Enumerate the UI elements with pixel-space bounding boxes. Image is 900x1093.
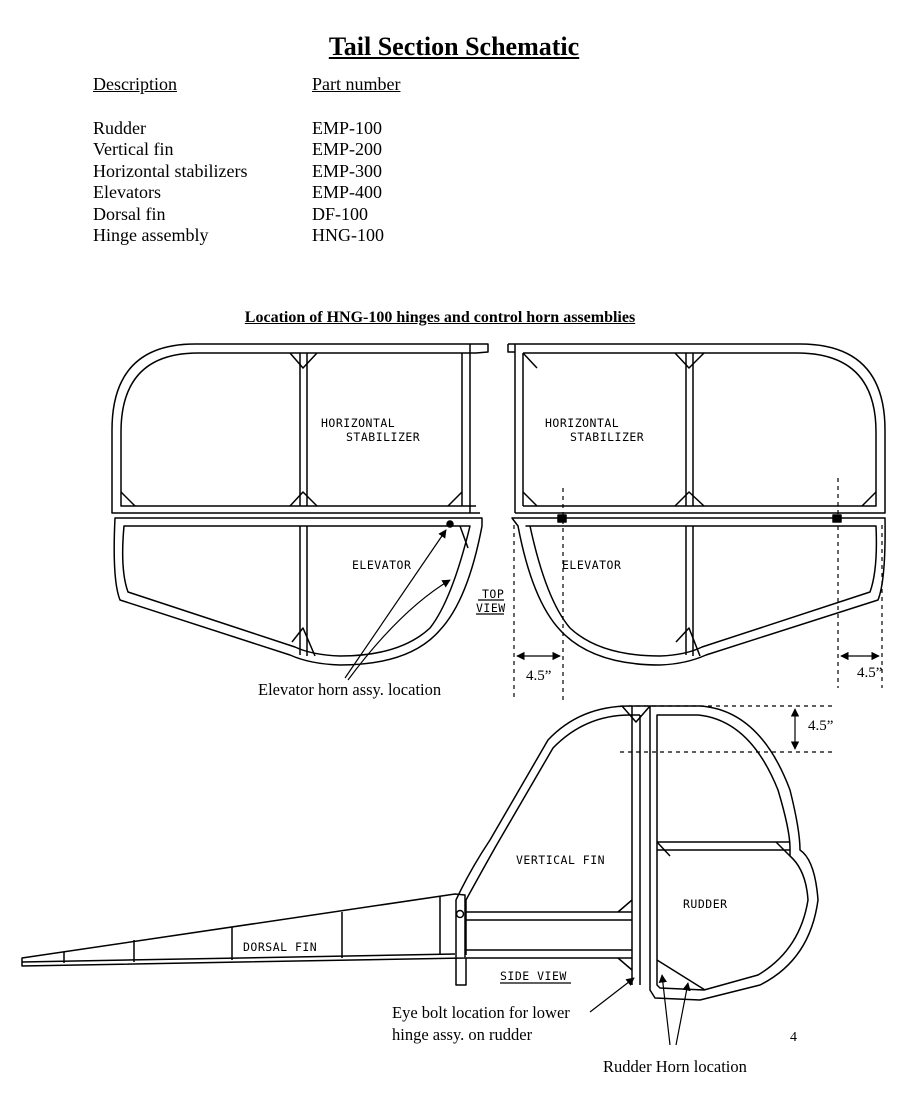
part-number: EMP-100	[312, 118, 383, 138]
right-elevator	[512, 515, 885, 665]
part-description: Elevators	[93, 182, 161, 203]
part-description: Hinge assembly	[93, 224, 209, 245]
left-elevator	[114, 518, 482, 665]
part-number-column-header: Part number	[312, 74, 401, 94]
part-description: Dorsal fin	[93, 203, 166, 224]
elevator-left-hinge-dimension: 4.5”	[526, 668, 552, 684]
hstab-left-label-2: STABILIZER	[346, 430, 421, 444]
part-description: Horizontal stabilizers	[93, 160, 248, 181]
elevator-horn-callout: Elevator horn assy. location	[258, 680, 442, 699]
part-number: EMP-300	[312, 160, 383, 181]
dorsal-fin	[22, 894, 465, 966]
rudder-top-hinge-dimension: 4.5”	[808, 718, 834, 734]
top-view-label-1: TOP	[482, 587, 505, 601]
rudder-horn-callout: Rudder Horn location	[603, 1057, 747, 1076]
part-description: Rudder	[93, 118, 146, 138]
vertical-fin	[456, 706, 650, 985]
part-number: DF-100	[312, 203, 369, 224]
top-view-label-2: VIEW	[476, 601, 506, 615]
hstab-right-label-1: HORIZONTAL	[545, 416, 620, 430]
elevator-right-label: ELEVATOR	[562, 558, 622, 572]
elevator-left-label: ELEVATOR	[352, 558, 412, 572]
eye-bolt-callout-line-1: Eye bolt location for lower	[392, 1003, 570, 1022]
elevator-right-hinge-dimension: 4.5”	[857, 665, 883, 681]
part-description: Vertical fin	[93, 139, 174, 160]
vertical-fin-label: VERTICAL FIN	[516, 853, 606, 867]
part-number: EMP-200	[312, 139, 383, 160]
diagram-subtitle: Location of HNG-100 hinges and control horn assemblies	[244, 309, 636, 326]
hstab-left-label-1: HORIZONTAL	[321, 416, 396, 430]
rudder	[648, 706, 818, 1000]
eye-bolt-callout-line-2: hinge assy. on rudder	[392, 1025, 533, 1044]
page-title: Tail Section Schematic	[328, 32, 580, 61]
side-view-label: SIDE VIEW	[500, 969, 567, 983]
dorsal-fin-label: DORSAL FIN	[243, 940, 318, 954]
description-column-header: Description	[93, 74, 177, 94]
part-number: EMP-400	[312, 182, 383, 203]
left-horizontal-stabilizer	[112, 344, 488, 513]
hstab-right-label-2: STABILIZER	[570, 430, 645, 444]
rudder-label: RUDDER	[683, 897, 728, 911]
part-number: HNG-100	[312, 224, 384, 245]
page-number: 4	[790, 1030, 797, 1045]
